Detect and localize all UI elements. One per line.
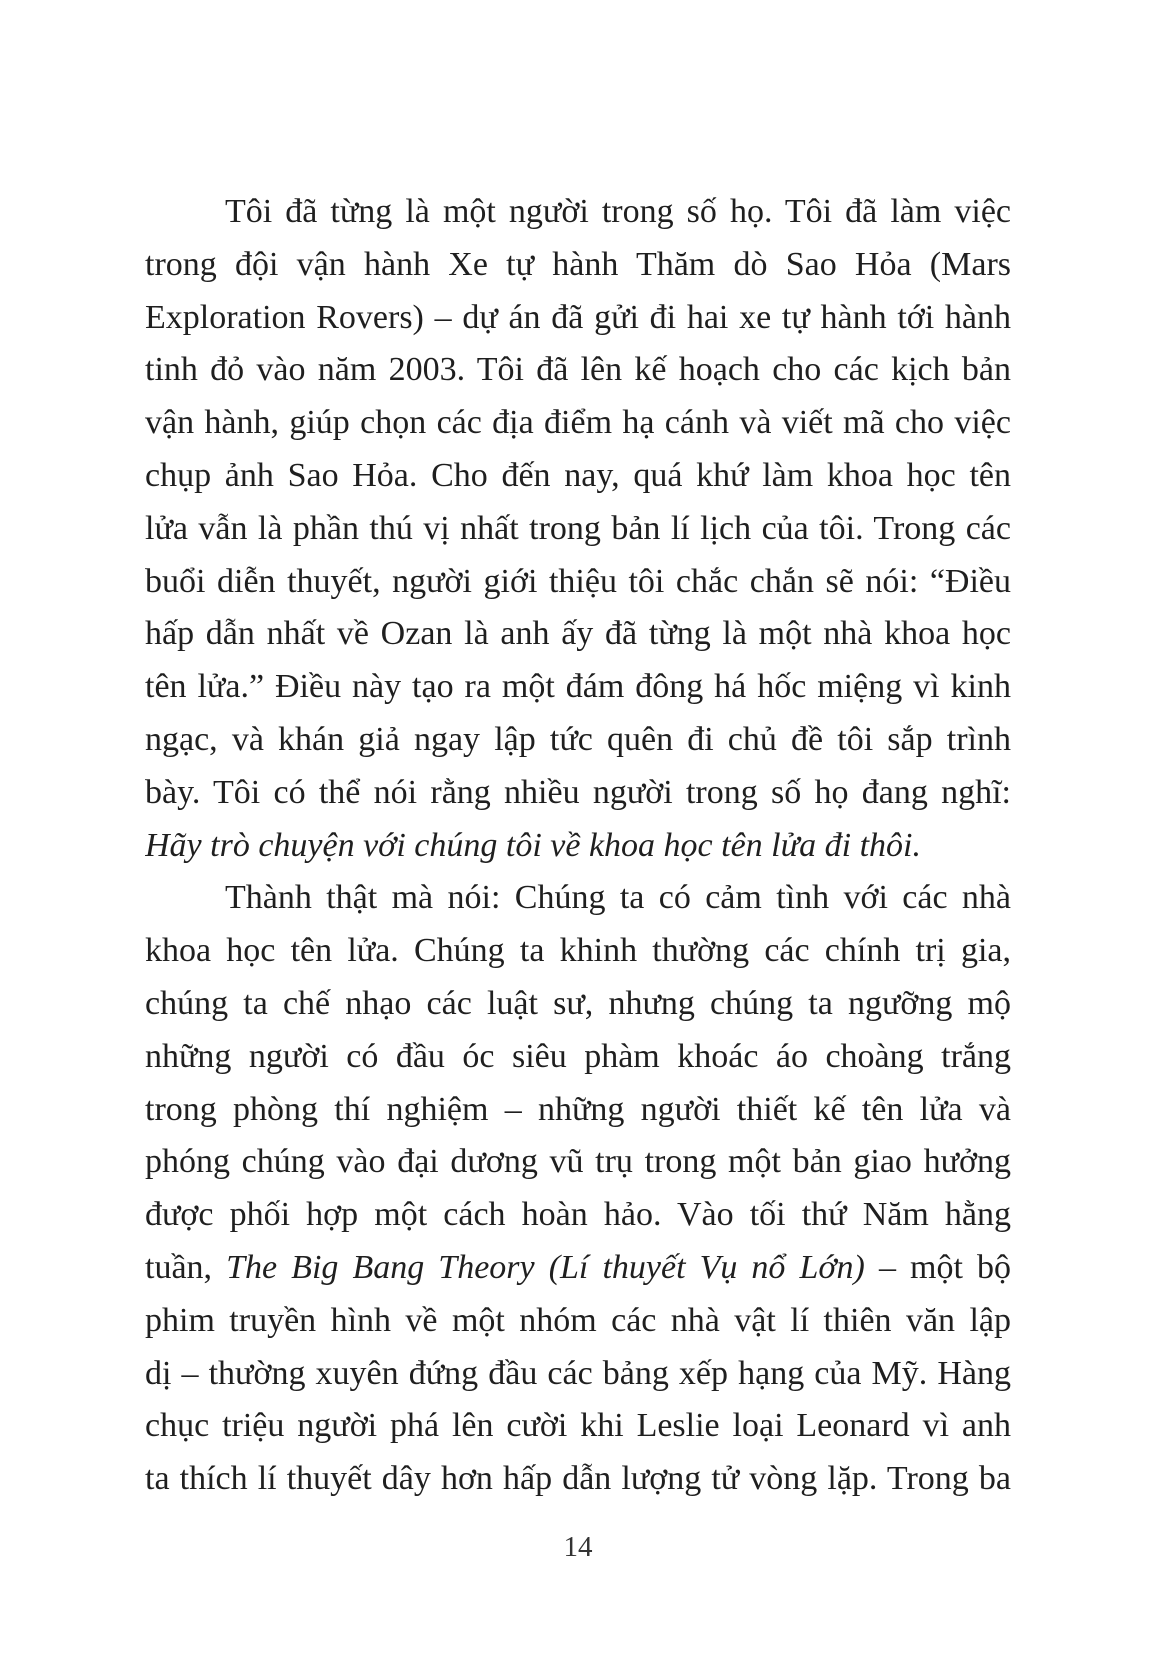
text-line: [145, 714, 1011, 767]
text-run: được phối hợp một cách hoàn hảo. Vào tối thứ Năm hằng: [145, 1196, 1011, 1234]
text-line: [145, 556, 1011, 609]
text-line: [145, 397, 1011, 450]
text-run: khoa học tên lửa. Chúng ta khinh thường các chính trị gia,: [145, 932, 1011, 970]
text-line: [145, 1242, 1011, 1295]
text-run: những người có đầu óc siêu phàm khoác áo choàng trắng: [145, 1037, 1011, 1075]
text-run: dị – thường xuyên đứng đầu các bảng xếp hạng của Mỹ. Hàng: [145, 1354, 1011, 1392]
text-line: [145, 872, 1011, 925]
text-run: ngạc, và khán giả ngay lập tức quên đi chủ đề tôi sắp trình: [145, 720, 1011, 758]
page-body: [145, 186, 1011, 1506]
text-line: [145, 1084, 1011, 1137]
text-run: phóng chúng vào đại dương vũ trụ trong một bản giao hưởng: [145, 1143, 1011, 1181]
text-run: bày. Tôi có thể nói rằng nhiều người trong số họ đang nghĩ:: [145, 773, 1011, 811]
paragraph: [145, 872, 1011, 1506]
text-line: [145, 661, 1011, 714]
text-run: tuần,: [145, 1248, 227, 1286]
text-line: [145, 1348, 1011, 1401]
text-run: vận hành, giúp chọn các địa điểm hạ cánh và viết mã cho việc: [145, 404, 1011, 442]
text-run: lửa vẫn là phần thú vị nhất trong bản lí lịch của tôi. Trong các: [145, 509, 1011, 547]
text-run: Thành thật mà nói: Chúng ta có cảm tình với các nhà: [225, 879, 1011, 917]
text-run: chụp ảnh Sao Hỏa. Cho đến nay, quá khứ làm khoa học tên: [145, 456, 1011, 494]
text-line: [145, 239, 1011, 292]
text-run: phim truyền hình về một nhóm các nhà vật lí thiên văn lập: [145, 1301, 1011, 1339]
text-line: [145, 1453, 1011, 1506]
text-run: tên lửa.” Điều này tạo ra một đám đông há hốc miệng vì kinh: [145, 668, 1011, 706]
text-run: hấp dẫn nhất về Ozan là anh ấy đã từng là một nhà khoa học: [145, 615, 1011, 653]
text-run: trong đội vận hành Xe tự hành Thăm dò Sao Hỏa (Mars: [145, 245, 1011, 283]
text-line: [145, 292, 1011, 345]
text-line: [145, 1189, 1011, 1242]
text-line: [145, 608, 1011, 661]
text-line: [145, 978, 1011, 1031]
text-run: – một bộ: [864, 1248, 1011, 1286]
page-number: 14: [563, 1531, 593, 1563]
text-run: chúng ta chế nhạo các luật sư, nhưng chúng ta ngưỡng mộ: [145, 984, 1011, 1022]
text-line: [145, 450, 1011, 503]
text-run: tinh đỏ vào năm 2003. Tôi đã lên kế hoạch cho các kịch bản: [145, 351, 1011, 389]
text-run: Exploration Rovers) – dự án đã gửi đi hai xe tự hành tới hành: [145, 298, 1011, 336]
text-run: trong phòng thí nghiệm – những người thiết kế tên lửa và: [145, 1090, 1011, 1128]
italic-text-run: Hãy trò chuyện với chúng tôi về khoa học tên lửa đi thôi.: [145, 826, 921, 864]
italic-text-run: The Big Bang Theory (Lí thuyết Vụ nổ Lớn): [226, 1248, 865, 1286]
text-run: buổi diễn thuyết, người giới thiệu tôi chắc chắn sẽ nói: “Điều: [145, 562, 1011, 600]
text-line: [145, 767, 1011, 820]
text-line: [145, 344, 1011, 397]
text-line: [145, 503, 1011, 556]
text-line: [145, 1295, 1011, 1348]
text-line: [145, 1136, 1011, 1189]
text-line: [145, 820, 1011, 873]
text-run: chục triệu người phá lên cười khi Leslie loại Leonard vì anh: [145, 1407, 1011, 1445]
text-line: [145, 1400, 1011, 1453]
text-line: [145, 186, 1011, 239]
paragraph: [145, 186, 1011, 872]
text-line: [145, 925, 1011, 978]
text-run: ta thích lí thuyết dây hơn hấp dẫn lượng tử vòng lặp. Trong ba: [145, 1460, 1011, 1498]
text-line: [145, 1031, 1011, 1084]
text-run: Tôi đã từng là một người trong số họ. Tôi đã làm việc: [225, 193, 1011, 230]
